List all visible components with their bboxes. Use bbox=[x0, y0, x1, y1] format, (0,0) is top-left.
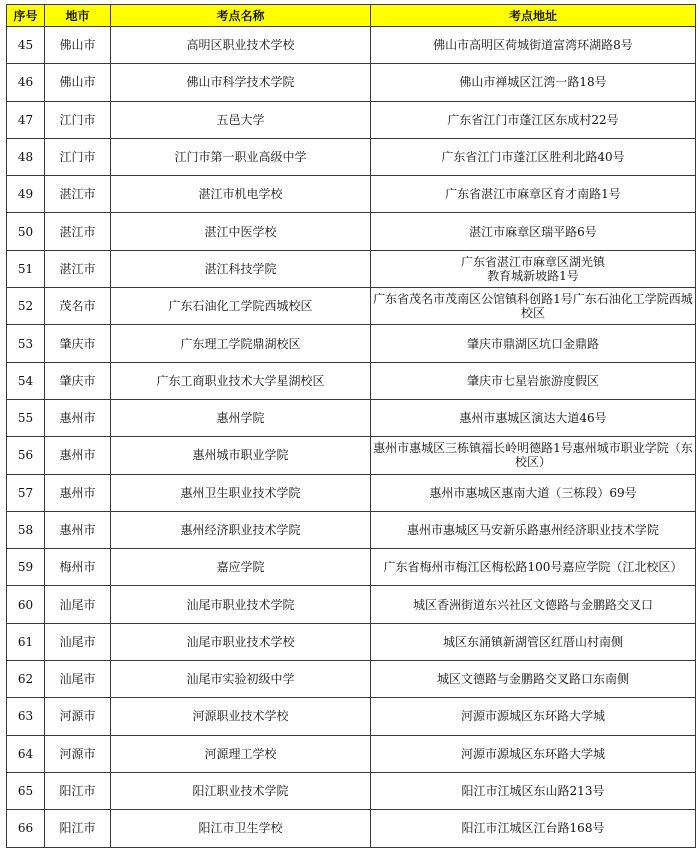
table-row bbox=[7, 623, 696, 660]
table-row bbox=[7, 698, 696, 735]
cell-city: 惠州市 bbox=[45, 437, 111, 474]
cell-city: 汕尾市 bbox=[45, 661, 111, 698]
cell-site-address: 惠州市惠城区惠南大道（三栋段）69号 bbox=[371, 474, 696, 511]
table-row bbox=[7, 661, 696, 698]
cell-city: 阳江市 bbox=[45, 810, 111, 847]
cell-site-name: 广东理工学院鼎湖校区 bbox=[111, 325, 371, 362]
cell-city: 汕尾市 bbox=[45, 623, 111, 660]
cell-city: 汕尾市 bbox=[45, 586, 111, 623]
cell-site-address: 河源市源城区东环路大学城 bbox=[371, 735, 696, 772]
cell-site-address: 肇庆市七星岩旅游度假区 bbox=[371, 362, 696, 399]
cell-site-address: 广东省茂名市茂南区公馆镇科创路1号广东石油化工学院西城校区 bbox=[371, 288, 696, 325]
cell-city: 河源市 bbox=[45, 735, 111, 772]
header-site-address: 考点地址 bbox=[371, 5, 696, 27]
header-row bbox=[7, 5, 696, 27]
cell-no: 45 bbox=[7, 27, 45, 64]
cell-no: 53 bbox=[7, 325, 45, 362]
cell-no: 47 bbox=[7, 101, 45, 138]
cell-city: 河源市 bbox=[45, 698, 111, 735]
cell-site-address: 肇庆市鼎湖区坑口金鼎路 bbox=[371, 325, 696, 362]
cell-site-address: 阳江市江城区东山路213号 bbox=[371, 772, 696, 809]
cell-site-address: 广东省梅州市梅江区梅松路100号嘉应学院（江北校区） bbox=[371, 549, 696, 586]
cell-no: 66 bbox=[7, 810, 45, 847]
header-city: 地市 bbox=[45, 5, 111, 27]
table-row bbox=[7, 735, 696, 772]
cell-city: 肇庆市 bbox=[45, 325, 111, 362]
cell-site-name: 河源理工学校 bbox=[111, 735, 371, 772]
cell-no: 59 bbox=[7, 549, 45, 586]
cell-site-address: 广东省江门市蓬江区胜利北路40号 bbox=[371, 138, 696, 175]
cell-site-name: 湛江科技学院 bbox=[111, 250, 371, 287]
cell-site-name: 五邑大学 bbox=[111, 101, 371, 138]
table-row bbox=[7, 586, 696, 623]
table-row bbox=[7, 399, 696, 436]
cell-site-address: 广东省湛江市麻章区湖光镇 教育城新坡路1号 bbox=[371, 250, 696, 287]
cell-no: 60 bbox=[7, 586, 45, 623]
table-row bbox=[7, 474, 696, 511]
cell-no: 64 bbox=[7, 735, 45, 772]
table-row bbox=[7, 213, 696, 250]
cell-city: 湛江市 bbox=[45, 176, 111, 213]
table-row bbox=[7, 362, 696, 399]
cell-site-name: 阳江职业技术学院 bbox=[111, 772, 371, 809]
cell-site-address: 惠州市惠城区三栋镇福长岭明德路1号惠州城市职业学院（东校区） bbox=[371, 437, 696, 474]
exam-site-table bbox=[6, 4, 696, 848]
cell-site-name: 阳江市卫生学校 bbox=[111, 810, 371, 847]
header-site-name: 考点名称 bbox=[111, 5, 371, 27]
header-no: 序号 bbox=[7, 5, 45, 27]
table-row bbox=[7, 772, 696, 809]
cell-no: 46 bbox=[7, 64, 45, 101]
table-row bbox=[7, 810, 696, 847]
cell-site-name: 广东石油化工学院西城校区 bbox=[111, 288, 371, 325]
cell-no: 65 bbox=[7, 772, 45, 809]
cell-site-name: 高明区职业技术学校 bbox=[111, 27, 371, 64]
cell-site-address: 佛山市高明区荷城街道富湾环湖路8号 bbox=[371, 27, 696, 64]
table-row bbox=[7, 549, 696, 586]
cell-site-name: 佛山市科学技术学院 bbox=[111, 64, 371, 101]
cell-site-address: 城区东涌镇新湖管区红厝山村南侧 bbox=[371, 623, 696, 660]
cell-site-name: 惠州城市职业学院 bbox=[111, 437, 371, 474]
cell-city: 惠州市 bbox=[45, 474, 111, 511]
cell-no: 63 bbox=[7, 698, 45, 735]
cell-site-name: 河源职业技术学校 bbox=[111, 698, 371, 735]
table-row bbox=[7, 27, 696, 64]
cell-no: 48 bbox=[7, 138, 45, 175]
cell-site-address: 惠州市惠城区演达大道46号 bbox=[371, 399, 696, 436]
cell-site-address: 惠州市惠城区马安新乐路惠州经济职业技术学院 bbox=[371, 511, 696, 548]
cell-site-address: 城区文德路与金鹏路交叉路口东南侧 bbox=[371, 661, 696, 698]
cell-no: 58 bbox=[7, 511, 45, 548]
cell-site-name: 湛江市机电学校 bbox=[111, 176, 371, 213]
cell-site-name: 惠州卫生职业技术学院 bbox=[111, 474, 371, 511]
cell-city: 江门市 bbox=[45, 138, 111, 175]
cell-no: 61 bbox=[7, 623, 45, 660]
cell-site-name: 嘉应学院 bbox=[111, 549, 371, 586]
table-row bbox=[7, 288, 696, 325]
cell-no: 51 bbox=[7, 250, 45, 287]
cell-no: 57 bbox=[7, 474, 45, 511]
cell-city: 茂名市 bbox=[45, 288, 111, 325]
cell-no: 50 bbox=[7, 213, 45, 250]
cell-city: 佛山市 bbox=[45, 64, 111, 101]
cell-site-name: 汕尾市职业技术学院 bbox=[111, 586, 371, 623]
cell-site-name: 惠州经济职业技术学院 bbox=[111, 511, 371, 548]
table-row bbox=[7, 250, 696, 287]
cell-site-address: 湛江市麻章区瑞平路6号 bbox=[371, 213, 696, 250]
cell-no: 56 bbox=[7, 437, 45, 474]
cell-no: 49 bbox=[7, 176, 45, 213]
cell-site-address: 广东省江门市蓬江区东成村22号 bbox=[371, 101, 696, 138]
table-row bbox=[7, 138, 696, 175]
cell-no: 62 bbox=[7, 661, 45, 698]
cell-city: 梅州市 bbox=[45, 549, 111, 586]
cell-site-name: 汕尾市职业技术学校 bbox=[111, 623, 371, 660]
cell-city: 湛江市 bbox=[45, 250, 111, 287]
cell-site-address: 阳江市江城区江台路168号 bbox=[371, 810, 696, 847]
cell-no: 55 bbox=[7, 399, 45, 436]
cell-site-address: 佛山市禅城区江湾一路18号 bbox=[371, 64, 696, 101]
cell-site-name: 惠州学院 bbox=[111, 399, 371, 436]
cell-site-name: 汕尾市实验初级中学 bbox=[111, 661, 371, 698]
cell-city: 惠州市 bbox=[45, 511, 111, 548]
cell-site-address: 广东省湛江市麻章区育才南路1号 bbox=[371, 176, 696, 213]
cell-no: 54 bbox=[7, 362, 45, 399]
cell-city: 佛山市 bbox=[45, 27, 111, 64]
cell-no: 52 bbox=[7, 288, 45, 325]
cell-city: 惠州市 bbox=[45, 399, 111, 436]
cell-site-name: 湛江中医学校 bbox=[111, 213, 371, 250]
cell-site-address: 河源市源城区东环路大学城 bbox=[371, 698, 696, 735]
cell-city: 江门市 bbox=[45, 101, 111, 138]
cell-site-name: 江门市第一职业高级中学 bbox=[111, 138, 371, 175]
table-row bbox=[7, 64, 696, 101]
table-row bbox=[7, 325, 696, 362]
table-row bbox=[7, 101, 696, 138]
cell-city: 阳江市 bbox=[45, 772, 111, 809]
table-row bbox=[7, 437, 696, 474]
cell-site-name: 广东工商职业技术大学星湖校区 bbox=[111, 362, 371, 399]
table-row bbox=[7, 511, 696, 548]
cell-site-address: 城区香洲街道东兴社区文德路与金鹏路交叉口 bbox=[371, 586, 696, 623]
table-row bbox=[7, 176, 696, 213]
cell-city: 湛江市 bbox=[45, 213, 111, 250]
cell-city: 肇庆市 bbox=[45, 362, 111, 399]
